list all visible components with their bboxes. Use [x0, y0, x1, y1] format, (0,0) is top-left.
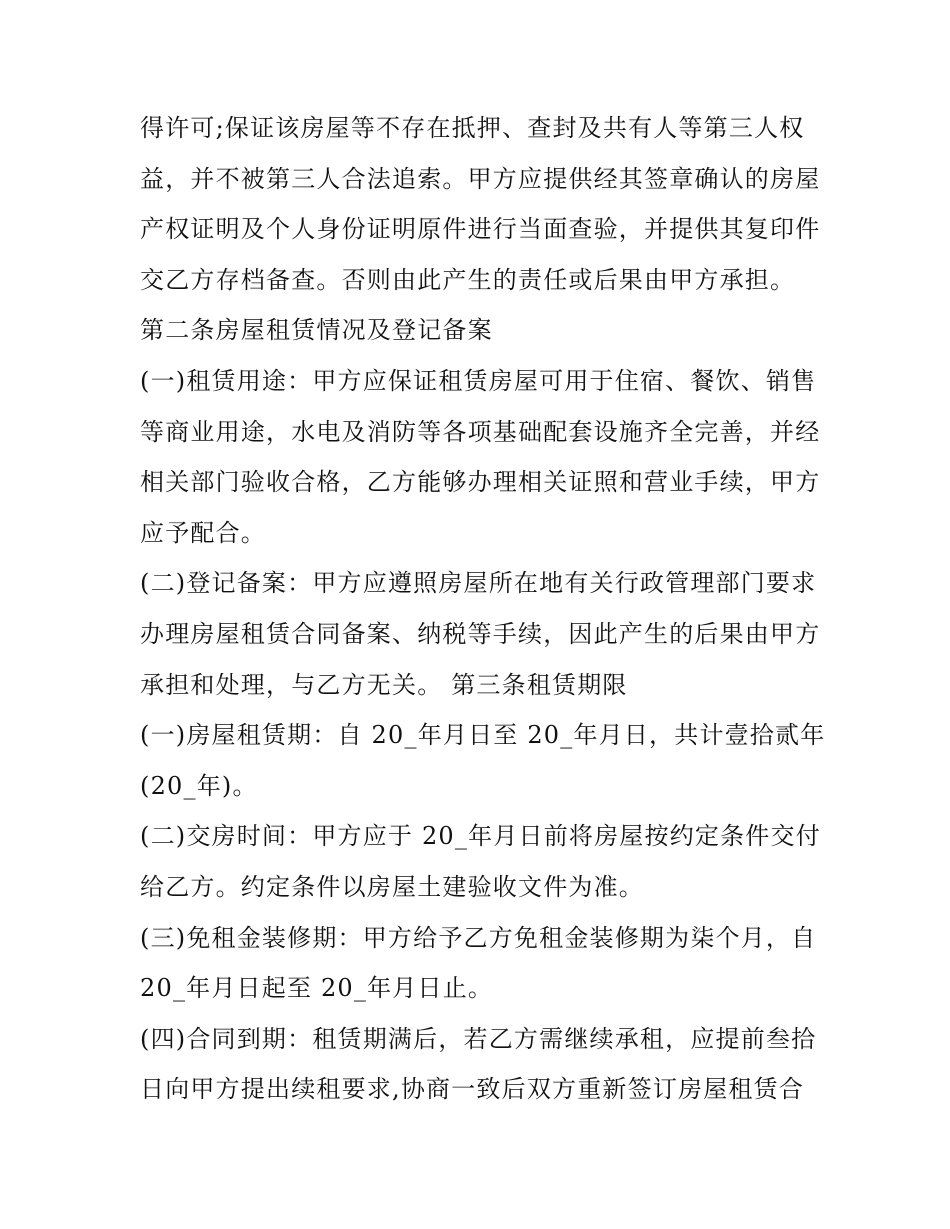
text-line: 得许可;保证该房屋等不存在抵押、查封及共有人等第三人权: [140, 114, 805, 142]
text-line: (一)租赁用途：甲方应保证租赁房屋可用于住宿、餐饮、销售: [140, 366, 817, 395]
text-line: 交乙方存档备查。否则由此产生的责任或后果由甲方承担。: [140, 265, 796, 294]
text-line: 应予配合。: [140, 518, 266, 547]
text-line: (20_年)。: [140, 771, 258, 800]
text-line: 办理房屋租赁合同备案、纳税等手续，因此产生的后果由甲方: [140, 619, 821, 648]
text-line: 日向甲方提出续租要求,协商一致后双方重新签订房屋租赁合: [140, 1075, 805, 1104]
text-line: (三)免租金装修期：甲方给予乙方免租金装修期为柒个月，自: [140, 923, 817, 952]
text-line: 承担和处理，与乙方无关。 第三条租赁期限: [140, 670, 628, 699]
text-line: 20_年月日起至 20_年月日止。: [140, 974, 494, 1003]
text-line: (二)登记备案：甲方应遵照房屋所在地有关行政管理部门要求: [140, 569, 817, 598]
text-line: 给乙方。约定条件以房屋土建验收文件为准。: [140, 872, 644, 901]
text-line: (四)合同到期：租赁期满后，若乙方需继续承租，应提前叁拾: [140, 1024, 817, 1053]
text-line: (二)交房时间：甲方应于 20_年月日前将房屋按约定条件交付: [140, 822, 821, 851]
text-line: 等商业用途，水电及消防等各项基础配套设施齐全完善，并经: [140, 417, 821, 446]
text-line: (一)房屋租赁期：自 20_年月日至 20_年月日，共计壹拾贰年: [140, 721, 826, 750]
section-heading: 第二条房屋租赁情况及登记备案: [140, 316, 493, 345]
text-line: 益，并不被第三人合法追索。甲方应提供经其签章确认的房屋: [140, 164, 821, 193]
contract-text: [140, 103, 826, 1115]
text-line: 产权证明及个人身份证明原件进行当面查验，并提供其复印件: [140, 215, 821, 244]
text-line: 相关部门验收合格，乙方能够办理相关证照和营业手续，甲方: [140, 468, 821, 497]
